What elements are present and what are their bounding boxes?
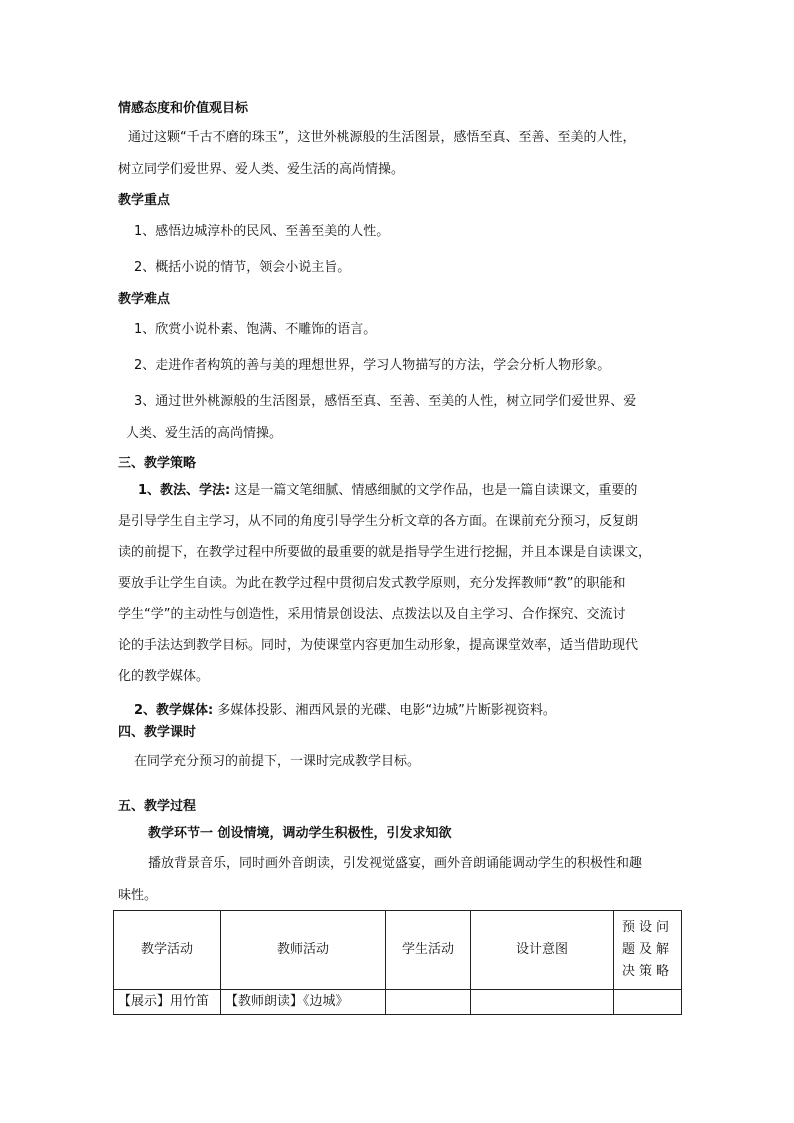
key-points-heading: 教学重点 (118, 193, 171, 208)
key-point-1: 1、感悟边城淳朴的民风、至善至美的人性。 (134, 224, 390, 239)
table-cell (471, 990, 614, 1015)
strategy-1-line3: 读的前提下，在教学过程中所要做的最重要的就是指导学生进行挖掘，并且本课是自读课文， (118, 545, 652, 560)
process-text-line2: 味性。 (118, 888, 158, 903)
difficulty-3-line2: 人类、爱生活的高尚情操。 (126, 426, 283, 441)
strategy-1-line5: 学生“学”的主动性与创造性，采用情景创设法、点拨法以及自主学习、合作探究、交流讨 (118, 607, 626, 622)
table-cell: 【教师朗读】《边城》 (221, 990, 386, 1015)
strategy-heading: 三、教学策略 (118, 456, 197, 471)
strategy-2-label: 2、教学媒体: (134, 703, 214, 718)
table-header-cell: 设计意图 (471, 911, 614, 990)
table-cell (386, 990, 471, 1015)
strategy-1-label: 1、教法、学法: (138, 483, 231, 498)
table-header-cell: 教师活动 (221, 911, 386, 990)
table-row (114, 990, 682, 1015)
strategy-1-text: 这是一篇文笔细腻、情感细腻的文学作品，也是一篇自读课文，重要的 (230, 483, 638, 498)
hours-heading: 四、教学课时 (118, 725, 197, 740)
table-cell (614, 990, 682, 1015)
strategy-1-line4: 要放手让学生自读。为此在教学过程中贯彻启发式教学原则，充分发挥教师“教”的职能和 (118, 576, 626, 591)
difficulties-heading: 教学难点 (118, 292, 171, 307)
table-header-cell: 预设问题及解决策略 (614, 911, 682, 990)
strategy-2-line (134, 701, 556, 721)
process-step-1: 教学环节一 创设情境，调动学生积极性，引发求知欲 (148, 826, 452, 841)
process-text-line1: 播放背景音乐，同时画外音朗读，引发视觉盛宴，画外音朗诵能调动学生的积极性和趣 (148, 856, 643, 871)
table-header-cell: 教学活动 (114, 911, 221, 990)
strategy-1-first-line (138, 481, 637, 501)
strategy-1-line6: 论的手法达到教学目标。同时，为使课堂内容更加生动形象，提高课堂效率，适当借助现代 (118, 638, 639, 653)
emotion-goal-heading: 情感态度和价值观目标 (118, 101, 249, 116)
difficulty-3-line1: 3、通过世外桃源般的生活图景，感悟至真、至善、至美的人性，树立同学们爱世界、爱 (134, 394, 637, 409)
emotion-goal-line2: 树立同学们爱世界、爱人类、爱生活的高尚情操。 (118, 162, 405, 177)
table-cell: 【展示】用竹笛 (114, 990, 221, 1015)
difficulty-2: 2、走进作者构筑的善与美的理想世界，学习人物描写的方法，学会分析人物形象。 (134, 358, 611, 373)
table-header-cell: 学生活动 (386, 911, 471, 990)
key-point-2: 2、概括小说的情节，领会小说主旨。 (134, 260, 351, 275)
strategy-1-line7: 化的教学媒体。 (118, 669, 210, 684)
strategy-1-line2: 是引导学生自主学习，从不同的角度引导学生分析文章的各方面。在课前充分预习，反复朗 (118, 514, 639, 529)
process-heading: 五、教学过程 (118, 799, 197, 814)
strategy-2-text: 多媒体投影、湘西风景的光碟、电影“边城”片断影视资料。 (213, 703, 556, 718)
teaching-plan-table (113, 910, 682, 1015)
hours-text: 在同学充分预习的前提下，一课时完成教学目标。 (134, 754, 421, 769)
table-header-row (114, 911, 682, 990)
emotion-goal-line1: 通过这颗“千古不磨的珠玉”，这世外桃源般的生活图景，感悟至真、至善、至美的人性， (128, 130, 636, 145)
difficulty-1: 1、欣赏小说朴素、饱满、不雕饰的语言。 (134, 322, 377, 337)
